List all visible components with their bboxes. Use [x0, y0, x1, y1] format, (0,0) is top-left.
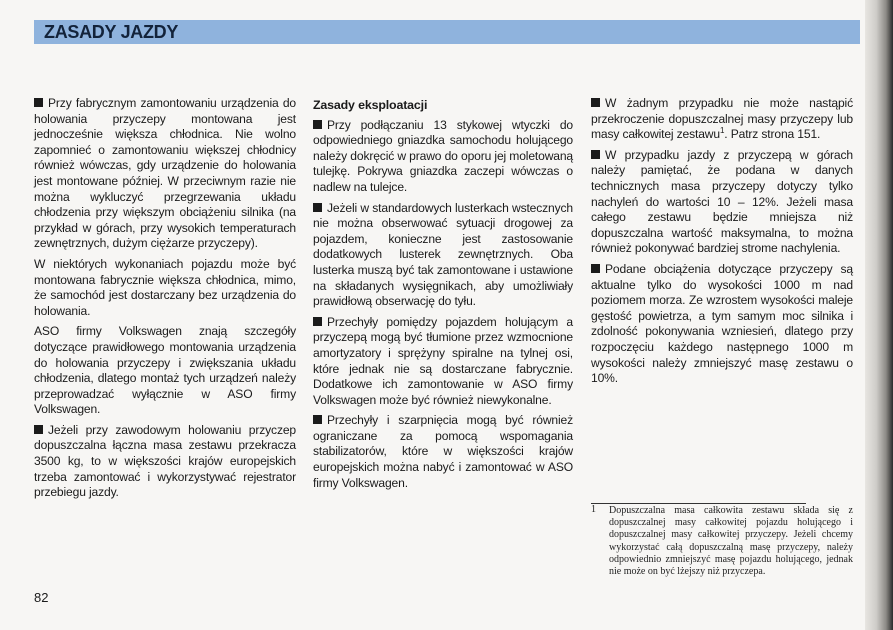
- paragraph: ASO firmy Volkswagen znają szczegóły dotyczące prawidłowego montowania urządzenia do holowania przyczepy i zwiększania układu chłodzenia, dlatego montaż tych urządzeń należy przeprowadzać wyłącznie w ASO firmy Volkswagen.: [34, 324, 296, 417]
- bullet-square-icon: [591, 98, 600, 107]
- column-right: [591, 96, 853, 392]
- paragraph: Przy podłączaniu 13 stykowej wtyczki do odpowiedniego gniazdka samochodu holującego należy dokręcić w prawo do oporu jej moletowaną tulejkę. Pokrywa gniazdka zaczepi wówczas o nadlew na tulejce.: [313, 117, 573, 194]
- page-number: 82: [34, 590, 49, 605]
- paragraph: Przechyły pomiędzy pojazdem holującym a przyczepą mogą być tłumione przez wzmocnione amortyzatory i sprężyny spiralne na tylnej osi, które jednak nie są dostarczane fabrycznie. Dodatkowe ich zamontowanie w ASO firmy Volkswagen może być również niewykonalne.: [313, 314, 573, 407]
- subsection-heading: Zasady eksploatacji: [313, 98, 428, 112]
- paragraph: W niektórych wykonaniach pojazdu może być montowana fabrycznie większa chłodnica, mimo, że samochód jest dostarczany bez urządzenia do holowania.: [34, 256, 296, 318]
- footnote-divider: [591, 503, 806, 504]
- bullet-square-icon: [313, 120, 322, 129]
- bullet-square-icon: [591, 264, 600, 273]
- footnote-reference: 1: [719, 126, 725, 136]
- bullet-square-icon: [313, 203, 322, 212]
- bullet-square-icon: [313, 415, 322, 424]
- paragraph: Przy fabrycznym zamontowaniu urządzenia do holowania przyczepy montowana jest jednocześnie większa chłodnica. Nie wolno zapomnieć o zamontowaniu większej chłodnicy również wówczas, gdy urządzenie do holowania jest montowane później. W przeciwnym razie nie można wykluczyć przegrzewania układu chłodzenia przy większym obciążeniu silnika (na przykład w górach, przy wysokich temperaturach zewnętrznych, dużym ciężarze przyczepy).: [34, 96, 296, 251]
- paragraph: Podane obciążenia dotyczące przyczepy są aktualne tylko do wysokości 1000 m nad poziomem morza. Ze wzrostem wysokości maleje gęstość powietrza, a tym samym moc silnika i zdolność pokonywania wzniesień, dlatego przy rozpoczęciu każdego następnego 1000 m wysokości należy zmniejszyć masę zestawu o 10%.: [591, 261, 853, 386]
- footnote: [591, 505, 853, 578]
- paragraph: Jeżeli w standardowych lusterkach wstecznych nie można obserwować sytuacji drogowej za pojazdem, konieczne jest zastosowanie dodatkowych lusterek zewnętrznych. Oba lusterka muszą być tak zamontowane i ustawione na składanych wysięgnikach, aby umożliwiały prawidłową obserwację do tyłu.: [313, 200, 573, 309]
- bullet-square-icon: [34, 98, 43, 107]
- page-edge-shadow: [865, 0, 893, 630]
- paragraph: Jeżeli przy zawodowym holowaniu przyczep dopuszczalna łączna masa zestawu przekracza 3500 kg, to w większości krajów europejskich trzeba zamontować i wykorzystywać rejestrator przebiegu jazdy.: [34, 422, 296, 500]
- bullet-square-icon: [313, 317, 322, 326]
- bullet-square-icon: [34, 425, 43, 434]
- paragraph: W przypadku jazdy z przyczepą w górach należy pamiętać, że podana w danych technicznych masa przyczepy dotyczy tylko nachyleń do wartości 10 – 12%. Jeżeli masa całego zestawu będzie mniejsza niż dopuszczalna wartość maksymalna, to można również pokonywać bardziej strome nachylenia.: [591, 147, 853, 256]
- paragraph: Przechyły i szarpnięcia mogą być również ograniczane za pomocą wspomagania stabilizatorów, które w większości krajów europejskich można nabyć i zamontować w ASO firmy Volkswagen.: [313, 413, 573, 490]
- bullet-square-icon: [591, 150, 600, 159]
- footnote-text: Dopuszczalna masa całkowita zestawu składa się z dopuszczalnej masy całkowitej pojazdu holującego i dopuszczalnej masy całkowitej przyczepy. Jeżeli chcemy wykorzystać całą dopuszczalną masę przyczepy, należy odpowiednio zmniejszyć masę pojazdu holującego, jednak nie może on być lżejszy niż przyczepa.: [609, 505, 853, 578]
- footnote-mark: 1: [591, 504, 596, 515]
- paragraph: W żadnym przypadku nie może nastąpić przekroczenie dopuszczalnej masy przyczepy lub masy całkowitej zestawu$^1$. Patrz strona 151.: [591, 96, 853, 142]
- section-title: ZASADY JAZDY: [44, 22, 179, 42]
- column-left: [34, 96, 296, 506]
- column-middle: [313, 98, 573, 496]
